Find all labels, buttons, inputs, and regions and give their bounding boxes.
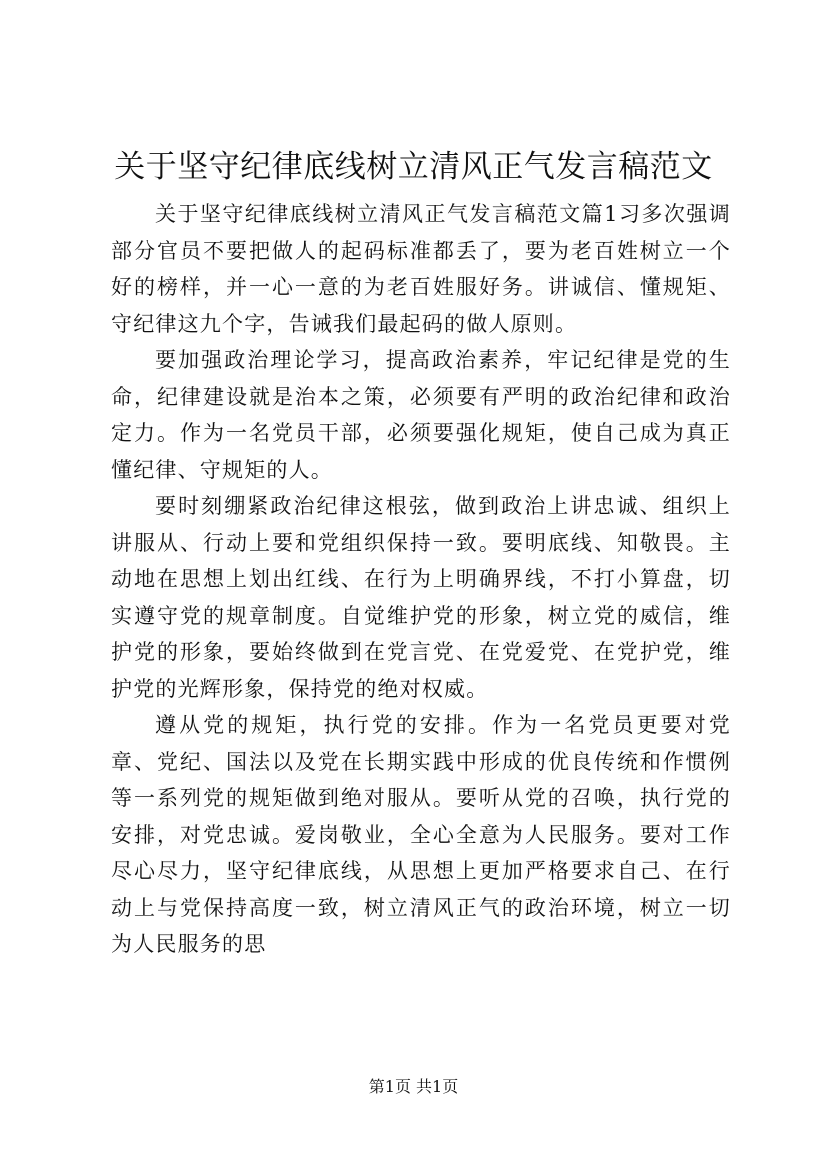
page-footer: 第1页 共1页 bbox=[368, 1077, 459, 1096]
paragraph-4: 遵从党的规矩，执行党的安排。作为一名党员更要对党章、党纪、国法以及党在长期实践中形成的优良传统和作惯例等一系列党的规矩做到绝对服从。要听从党的召唤，执行党的安排，对党忠诚。爱岗敬业，全心全意为人民服务。要对工作尽心尽力，坚守纪律底线，从思想上更加严格要求自己、在行动上与党保持高度一致，树立清风正气的政治环境，树立一切为人民服务的思 bbox=[111, 713, 731, 956]
paragraph-2: 要加强政治理论学习，提高政治素养，牢记纪律是党的生命，纪律建设就是治本之策，必须要有严明的政治纪律和政治定力。作为一名党员干部，必须要强化规矩，使自己成为真正懂纪律、守规矩的人。 bbox=[111, 348, 731, 482]
paragraph-3: 要时刻绷紧政治纪律这根弦，做到政治上讲忠诚、组织上讲服从、行动上要和党组织保持一致。要明底线、知敬畏。主动地在思想上划出红线、在行为上明确界线，不打小算盘，切实遵守党的规章制度。自觉维护党的形象，树立党的威信，维护党的形象，要始终做到在党言党、在党爱党、在党护党，维护党的光辉形象，保持党的绝对权威。 bbox=[111, 494, 731, 701]
paragraph-1: 关于坚守纪律底线树立清风正气发言稿范文篇1习多次强调部分官员不要把做人的起码标准都丢了，要为老百姓树立一个好的榜样，并一心一意的为老百姓服好务。讲诚信、懂规矩、守纪律这九个字，告诫我们最起码的做人原则。 bbox=[111, 202, 731, 336]
document-body bbox=[111, 196, 731, 963]
document-title: 关于坚守纪律底线树立清风正气发言稿范文 bbox=[114, 149, 713, 185]
